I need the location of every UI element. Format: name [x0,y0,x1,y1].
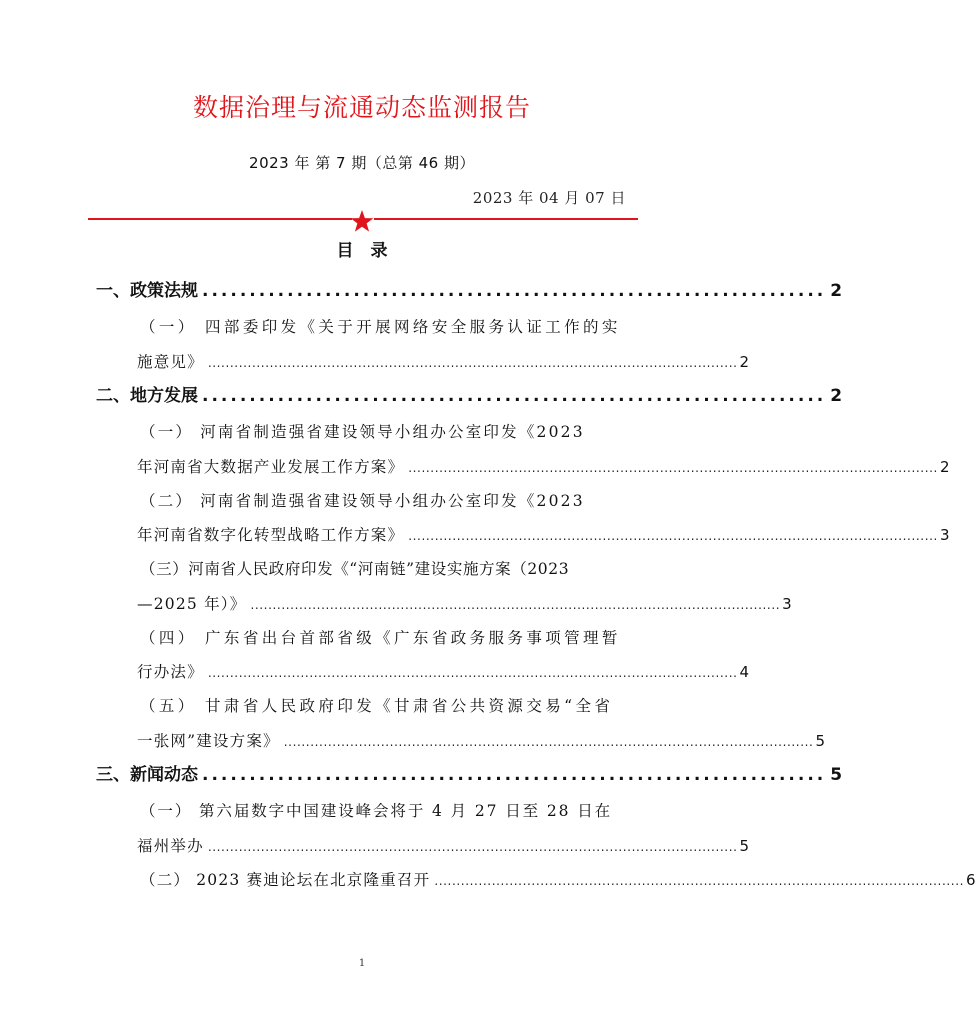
toc-entry-cont[interactable] [137,834,750,856]
toc-section-news[interactable] [96,760,843,785]
toc-entry[interactable] [140,420,630,442]
entry-text: （一） 四部委印发《关于开展网络安全服务认证工作的实 [140,318,621,336]
entry-text: （四） 广东省出台首部省级《广东省政务服务事项管理暂 [140,629,621,647]
entry-text-cont: 年河南省数字化转型战略工作方案》 [137,526,405,544]
toc-entry[interactable] [140,557,630,579]
issue-date: 2023 年 04 月 07 日 [472,189,626,207]
page-number: 5 [830,765,843,785]
entry-text: （二） 2023 赛迪论坛在北京隆重召开 [140,871,431,889]
toc-entry[interactable] [140,868,976,890]
toc-entry-cont[interactable] [137,523,950,545]
page-number: 2 [939,458,950,476]
entry-text: （一） 第六届数字中国建设峰会将于 4 月 27 日至 28 日在 [140,802,612,820]
entry-text: （三）河南省人民政府印发《“河南链”建设实施方案（2023 [140,560,570,578]
section-number: 一、 [96,281,130,301]
page-footer-number: 1 [358,958,366,969]
report-title: 数据治理与流通动态监测报告 [192,93,531,122]
entry-text: （五） 甘肃省人民政府印发《甘肃省公共资源交易“全省 [140,697,614,715]
toc-entry[interactable] [140,626,630,648]
page-number: 2 [830,281,843,301]
toc-section-policy[interactable] [96,276,843,301]
dot-leader: ........................................................................................................................ [207,666,738,680]
toc-entry[interactable] [140,489,630,511]
toc-entry-cont[interactable] [137,660,750,682]
red-star-icon [350,210,374,232]
section-label: 政策法规 [130,281,198,301]
dot-leader: ........................................................................................................................ [434,874,965,888]
dot-leader: ........................................................................................................................ [408,529,938,543]
entry-text-cont: —2025 年）》 [137,595,247,613]
dot-leader: ........................................................................................................................ [207,356,738,370]
section-label: 新闻动态 [130,765,198,785]
dot-leader: ........................................................................................................................ [408,461,938,475]
entry-text: （一） 河南省制造强省建设领导小组办公室印发《2023 [140,423,585,441]
issue-number: 2023 年 第 7 期（总第 46 期） [249,154,475,172]
page-number: 4 [739,663,750,681]
section-number: 二、 [96,386,130,406]
section-number: 三、 [96,765,130,785]
toc-entry-cont[interactable] [137,729,826,751]
toc-entry[interactable] [140,315,630,337]
dot-leader: ........................................................................................................................ [250,598,781,612]
page-number: 3 [939,526,950,544]
toc-entry-cont[interactable] [137,592,792,614]
entry-text-cont: 年河南省大数据产业发展工作方案》 [137,458,405,476]
toc-entry-cont[interactable] [137,455,950,477]
entry-text-cont: 福州举办 [137,837,204,855]
toc-entry[interactable] [140,694,630,716]
toc-entry[interactable] [140,799,630,821]
toc-entry-cont[interactable] [137,350,750,372]
entry-text-cont: 一张网”建设方案》 [137,732,280,750]
page-number: 2 [739,353,750,371]
toc-section-local[interactable] [96,381,843,406]
page-number: 5 [815,732,826,750]
toc-title: 目 录 [336,241,388,261]
dot-leader: ........................................................................................................................ [207,840,738,854]
page-number: 6 [966,871,976,889]
entry-text-cont: 施意见》 [137,353,204,371]
header-rule-left [88,218,352,220]
dot-leader: ........................................................................................................................ [283,735,814,749]
entry-text-cont: 行办法》 [137,663,204,681]
dot-leader: .................................................................. [202,386,827,406]
entry-text: （二） 河南省制造强省建设领导小组办公室印发《2023 [140,492,585,510]
page-number: 5 [739,837,750,855]
page-number: 2 [830,386,843,406]
header-rule-right [374,218,638,220]
page-number: 3 [782,595,792,613]
section-label: 地方发展 [130,386,198,406]
dot-leader: .................................................................. [202,281,827,301]
dot-leader: .................................................................. [202,765,827,785]
